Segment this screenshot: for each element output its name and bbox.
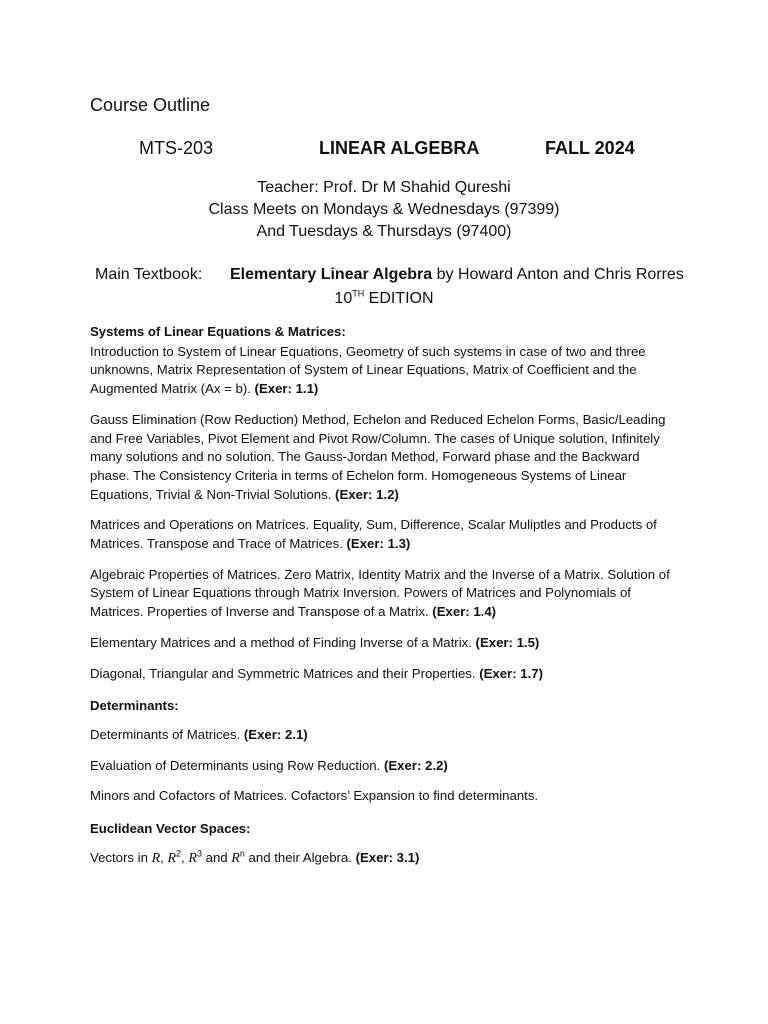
schedule-line-2: And Tuesdays & Thursdays (97400) bbox=[256, 223, 512, 240]
topic-paragraph bbox=[90, 849, 680, 869]
exercise-ref: (Exer: 2.1) bbox=[243, 726, 308, 742]
exercise-ref: (Exer: 1.7) bbox=[479, 665, 543, 681]
topic-text: Evaluation of Determinants using Row Reduction. bbox=[90, 757, 384, 773]
topic-paragraph bbox=[90, 726, 680, 745]
exercise-ref: (Exer: 1.5) bbox=[475, 634, 540, 650]
math-r: R bbox=[151, 850, 161, 866]
page-title: Course Outline bbox=[90, 95, 211, 115]
section-heading: Determinants: bbox=[90, 698, 179, 714]
topic-text: Diagonal, Triangular and Symmetric Matrices and their Properties. bbox=[90, 665, 480, 681]
textbook-edition bbox=[0, 290, 768, 308]
separator: , bbox=[160, 849, 168, 865]
schedule-line-1: Class Meets on Mondays & Wednesdays (97399) bbox=[208, 201, 560, 218]
topic-text: Gauss Elimination (Row Reduction) Method, Echelon and Reduced Echelon Forms, Basic/Leading and Free Variables, Pivot Element and Pivot Row/Column. The cases of Unique solution, Infinitely many solutions and no solution. The Gauss-Jordan Method, Forward phase and the Backward phase. The Consistency Criteria in terms of Echelon form. Homogeneous Systems of Linear Equations, Trivial & Non-Trivial Solutions. bbox=[90, 411, 666, 502]
course-term: FALL 2024 bbox=[545, 138, 635, 158]
edition-number: 10 bbox=[334, 290, 353, 307]
edition-suffix: TH bbox=[352, 288, 365, 299]
textbook-authors: by Howard Anton and Chris Rorres bbox=[432, 266, 684, 283]
topic-text: Elementary Matrices and a method of Finding Inverse of a Matrix. bbox=[90, 634, 476, 650]
topic-text: and their Algebra. bbox=[244, 849, 356, 865]
section-heading: Euclidean Vector Spaces: bbox=[90, 821, 251, 837]
math-r: R bbox=[167, 850, 177, 866]
topic-paragraph bbox=[90, 343, 680, 399]
topic-paragraph bbox=[90, 411, 680, 505]
separator: , bbox=[181, 849, 189, 865]
exponent: 2 bbox=[176, 848, 182, 859]
topic-text: Minors and Cofactors of Matrices. Cofactors’ Expansion to find determinants. bbox=[90, 788, 539, 804]
topic-text: Algebraic Properties of Matrices. Zero Matrix, Identity Matrix and the Inverse of a Matrix. Solution of System of Linear Equations through Matrix Inversion. Powers of Matrices and Polynomials of Matrices. Properties of Inverse and Transpose of a Matrix. bbox=[90, 566, 670, 620]
topic-text: Matrices and Operations on Matrices. Equality, Sum, Difference, Scalar Muliptles and Products of Matrices. Transpose and Trace of Matrices. bbox=[90, 517, 657, 552]
topic-text: Determinants of Matrices. bbox=[90, 726, 244, 742]
exercise-ref: (Exer: 3.1) bbox=[355, 849, 420, 865]
edition-word: EDITION bbox=[364, 290, 434, 307]
course-code: MTS-203 bbox=[139, 138, 214, 158]
teacher-line: Teacher: Prof. Dr M Shahid Qureshi bbox=[257, 179, 511, 196]
topic-paragraph bbox=[90, 516, 680, 553]
exponent: n bbox=[239, 848, 245, 859]
topic-text: Vectors in bbox=[90, 849, 152, 865]
topic-paragraph bbox=[90, 787, 680, 806]
topic-paragraph bbox=[90, 665, 680, 684]
topic-paragraph bbox=[90, 634, 680, 653]
textbook-title: Elementary Linear Algebra bbox=[230, 266, 433, 283]
exercise-ref: (Exer: 1.1) bbox=[254, 381, 319, 397]
math-r: R bbox=[188, 850, 197, 866]
exercise-ref: (Exer: 1.4) bbox=[432, 604, 497, 620]
textbook-citation bbox=[230, 266, 684, 284]
course-info bbox=[0, 177, 768, 243]
exponent: 3 bbox=[196, 848, 202, 859]
course-name: LINEAR ALGEBRA bbox=[319, 138, 480, 158]
section-heading: Systems of Linear Equations & Matrices: bbox=[90, 324, 346, 339]
topic-paragraph bbox=[90, 566, 680, 622]
exercise-ref: (Exer: 1.2) bbox=[335, 486, 399, 502]
conjunction: and bbox=[201, 849, 232, 865]
exercise-ref: (Exer: 1.3) bbox=[346, 536, 411, 552]
syllabus-content bbox=[90, 323, 680, 880]
textbook-label: Main Textbook: bbox=[95, 266, 203, 283]
math-r: R bbox=[231, 850, 240, 866]
exercise-ref: (Exer: 2.2) bbox=[383, 757, 448, 773]
topic-text: Introduction to System of Linear Equations, Geometry of such systems in case of two and three unknowns, Matrix Representation of System of Linear Equations, Matrix of Coefficient and the Augmented Matrix (Ax = b). bbox=[90, 343, 646, 397]
topic-paragraph bbox=[90, 757, 680, 776]
